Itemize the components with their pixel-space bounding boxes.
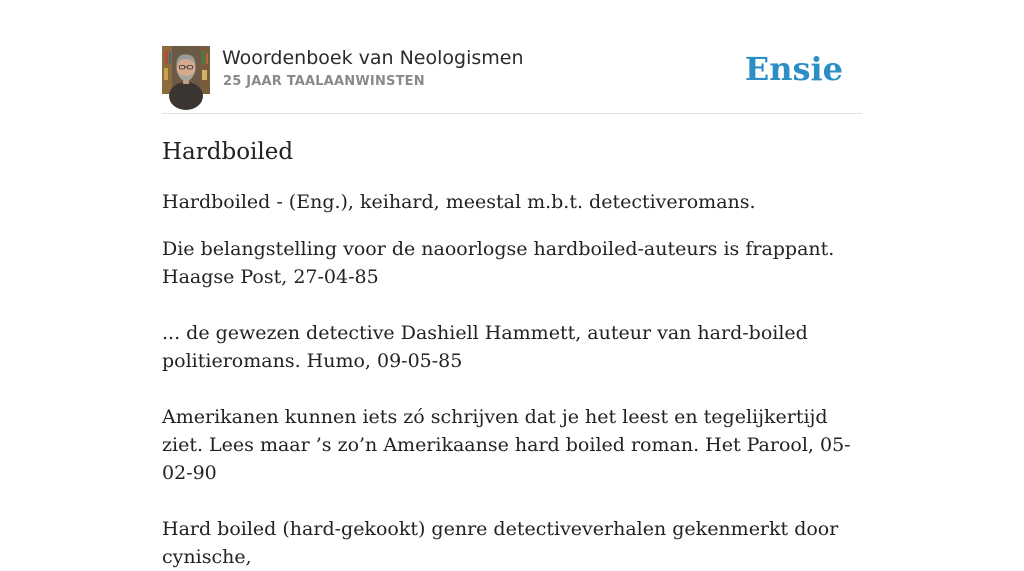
book-title-link[interactable]: Woordenboek van Neologismen xyxy=(222,47,524,69)
ensie-logo-link[interactable]: Ensie xyxy=(744,50,843,88)
author-avatar[interactable] xyxy=(162,46,210,94)
entry-quote: Amerikanen kunnen iets zó schrijven dat je het leest en tegelijkertijd ziet. Lees maar ’s zo’n Amerikaanse hard boiled roman. Het Parool, 05-02-90 xyxy=(162,406,851,484)
book-subtitle: 25 JAAR TAALAANWINSTEN xyxy=(223,74,425,89)
entry-quote: Hard boiled (hard-gekookt) genre detectiveverhalen gekenmerkt door cynische, xyxy=(162,518,839,568)
entry-definition: Hardboiled - (Eng.), keihard, meestal m.b.t. detectiveromans. xyxy=(162,191,756,213)
header-divider xyxy=(162,113,862,114)
page-header xyxy=(162,46,862,96)
entry-content xyxy=(162,137,852,571)
entry-quote: ... de gewezen detective Dashiell Hammett, auteur van hard-boiled politieromans. Humo, 09-05-85 xyxy=(162,322,808,372)
author-portrait-icon xyxy=(162,46,210,94)
entry-quote: Die belangstelling voor de naoorlogse hardboiled-auteurs is frappant. Haagse Post, 27-04-85 xyxy=(162,238,835,288)
entry-title: Hardboiled xyxy=(162,139,294,165)
